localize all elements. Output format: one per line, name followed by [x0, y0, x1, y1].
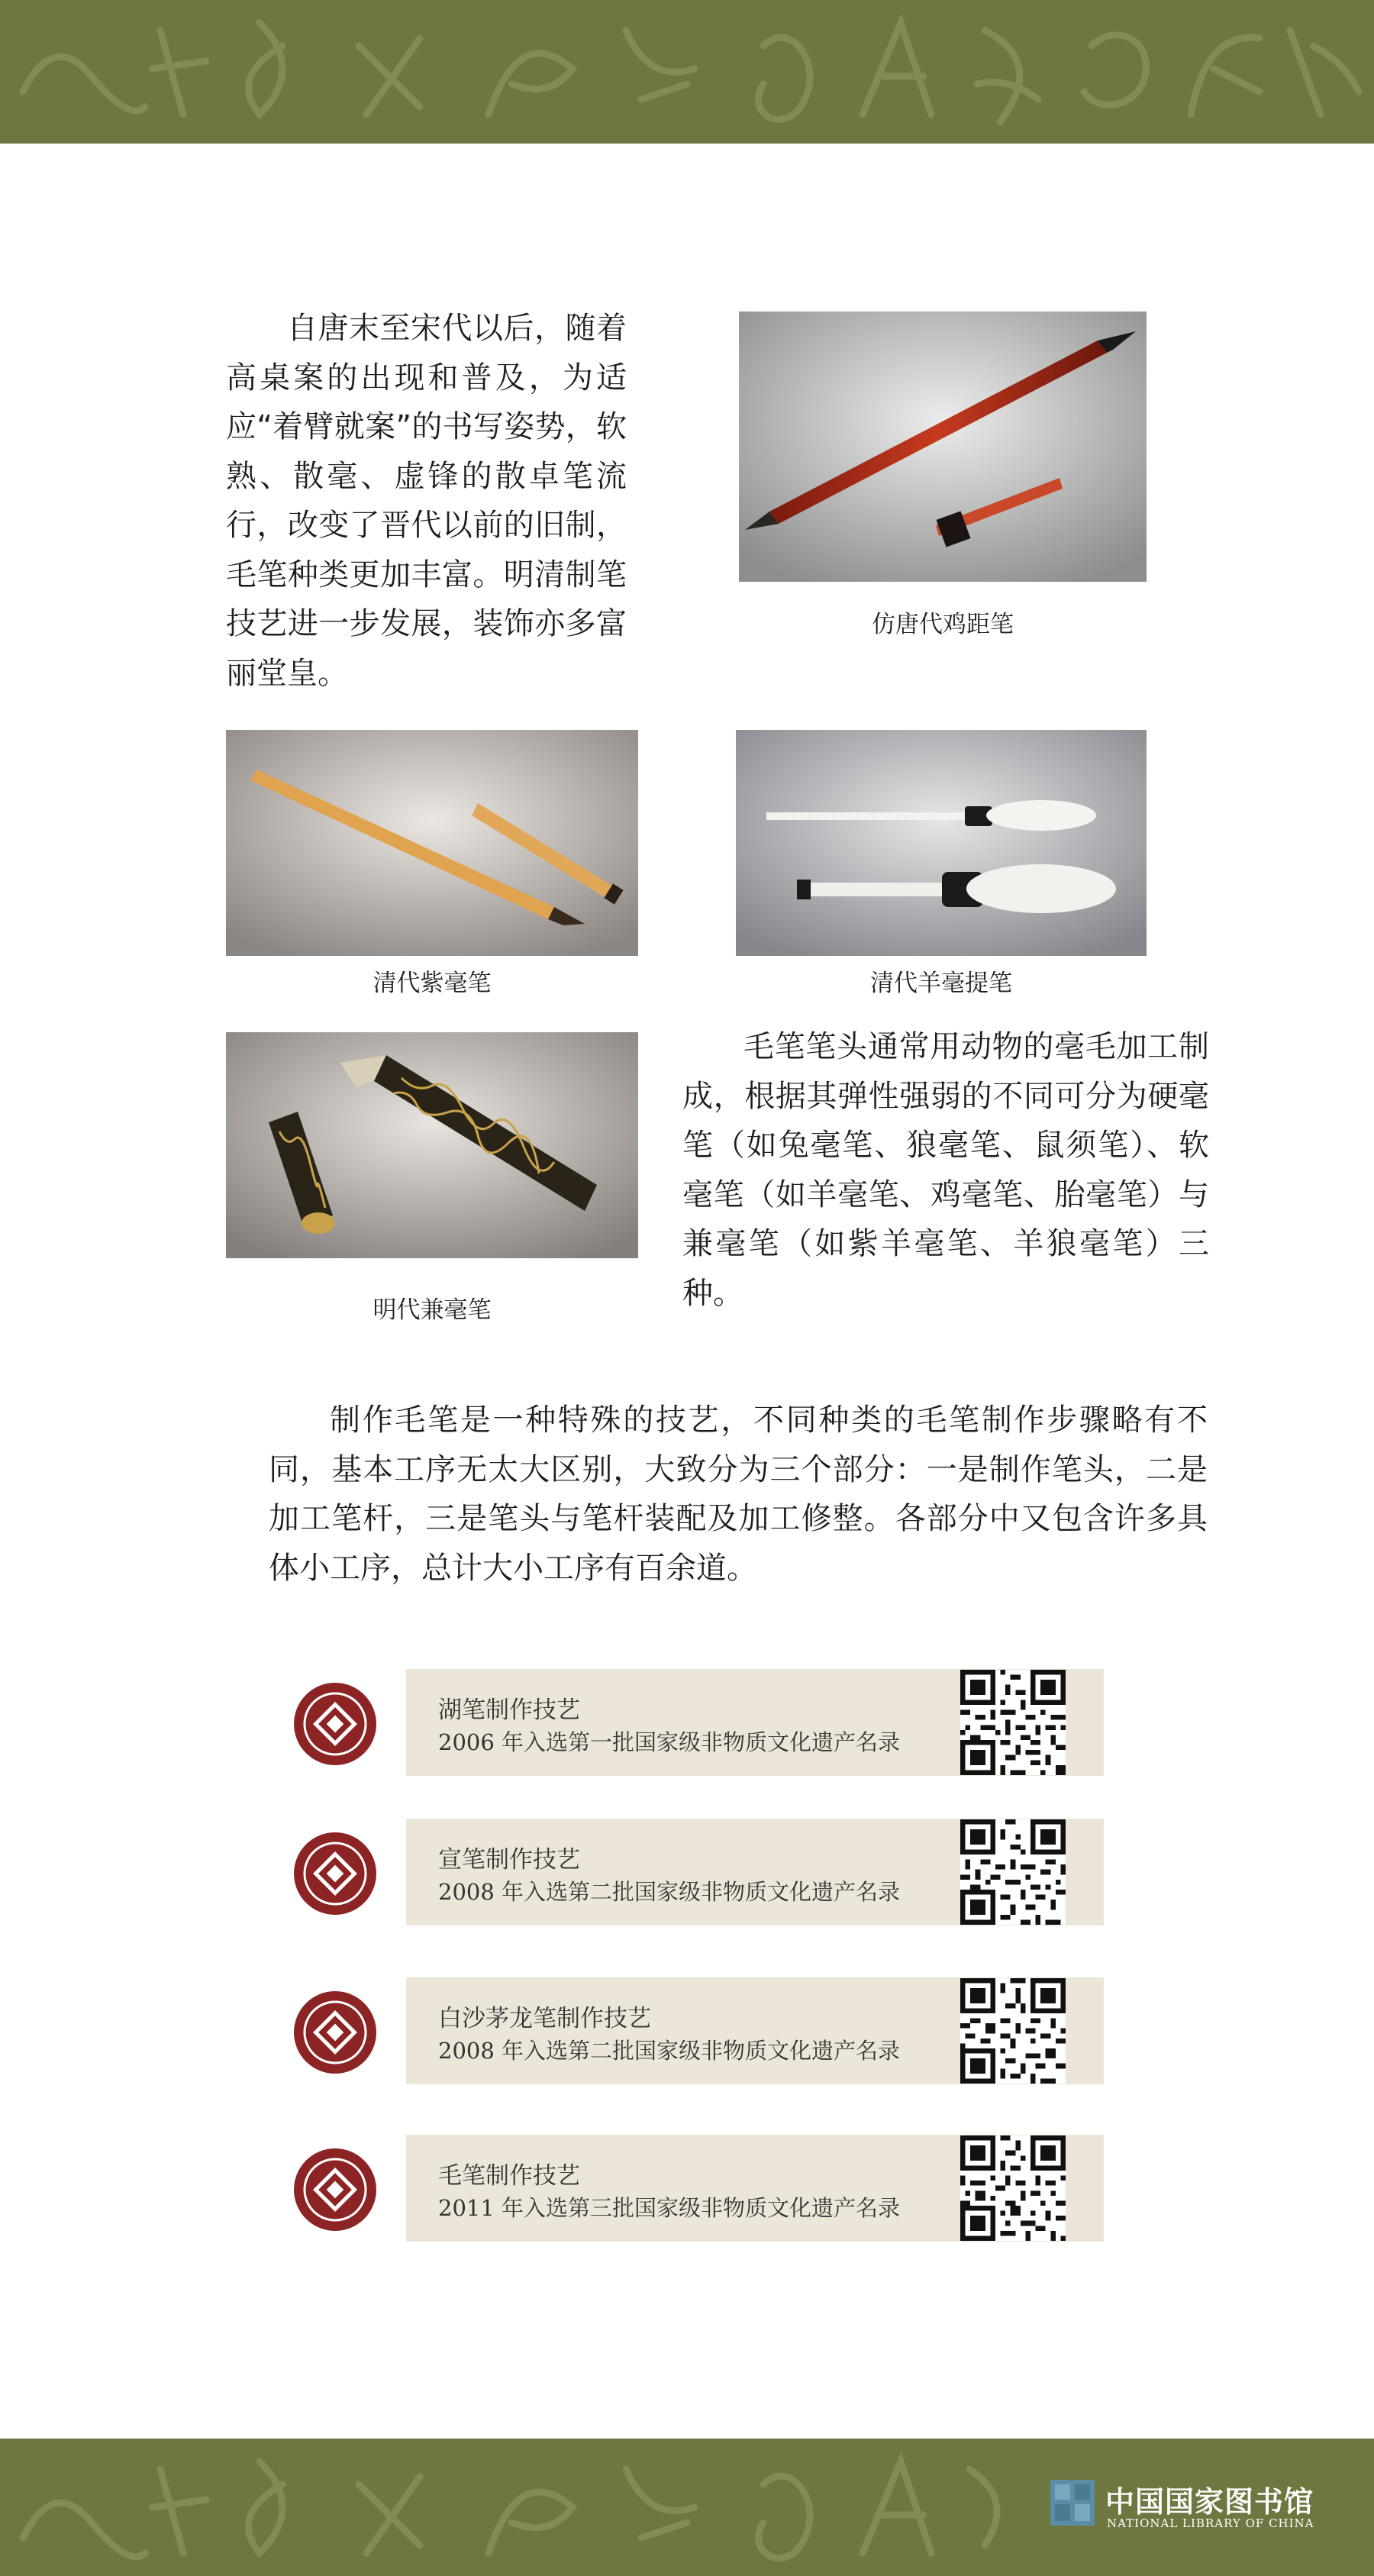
heritage-card: [406, 1977, 1104, 2084]
heritage-note: 2008 年入选第二批国家级非物质文化遗产名录: [438, 2038, 901, 2064]
caption-tang-brush: 仿唐代鸡距笔: [872, 611, 1014, 638]
heritage-card: [406, 1669, 1104, 1776]
qr-code-icon[interactable]: [960, 2135, 1066, 2241]
heritage-card: [406, 1819, 1104, 1926]
intangible-heritage-emblem-icon: [292, 1990, 378, 2075]
band-pattern: [0, 0, 1374, 144]
heritage-title: 湖笔制作技艺: [438, 1696, 580, 1724]
photo-ming-jianhao-brush: [226, 1032, 638, 1258]
library-logo-icon: [1050, 2480, 1095, 2526]
brush-types-paragraph: 毛笔笔头通常用动物的毫毛加工制成，根据其弹性强弱的不同可分为硬毫笔（如兔毫笔、狼毫笔、鼠须笔）、软毫笔（如羊毫笔、鸡毫笔、胎毫笔）与兼毫笔（如紫羊毫笔、羊狼毫笔）三种。: [682, 1029, 1209, 1311]
heritage-title: 宣笔制作技艺: [438, 1846, 580, 1874]
intro-paragraph: 自唐末至宋代以后，随着高桌案的出现和普及，为适应“着臂就案”的书写姿势，软熟、散毫、虚锋的散卓笔流行，改变了晋代以前的旧制，毛笔种类更加丰富。明清制笔技艺进一步发展，装饰亦多富丽堂皇。: [226, 311, 627, 691]
heritage-note: 2006 年入选第一批国家级非物质文化遗产名录: [438, 1729, 901, 1755]
process-paragraph: 制作毛笔是一种特殊的技艺，不同种类的毛笔制作步骤略有不同，基本工序无太大区别，大致分为三个部分：一是制作笔头，二是加工笔杆，三是笔头与笔杆装配及加工修整。各部分中又包含许多具体小工序，总计大小工序有百余道。: [269, 1403, 1208, 1586]
qr-code-icon[interactable]: [960, 1670, 1066, 1775]
caption-qing-yanghao-brush: 清代羊毫提笔: [870, 970, 1012, 997]
top-decorative-band: [0, 0, 1374, 144]
qr-code-icon[interactable]: [960, 1978, 1066, 2084]
intangible-heritage-emblem-icon: [292, 1681, 378, 1767]
library-name-en: NATIONAL LIBRARY OF CHINA: [1107, 2516, 1314, 2530]
intangible-heritage-emblem-icon: [292, 1831, 378, 1916]
caption-ming-jianhao-brush: 明代兼毫笔: [373, 1296, 492, 1324]
qr-code-icon[interactable]: [960, 1819, 1066, 1925]
photo-qing-zihao-brush: [226, 730, 638, 956]
caption-qing-zihao-brush: 清代紫毫笔: [373, 970, 492, 997]
heritage-title: 白沙茅龙笔制作技艺: [438, 2005, 651, 2032]
library-name-cn: 中国国家图书馆: [1105, 2484, 1314, 2519]
heritage-title: 毛笔制作技艺: [438, 2162, 580, 2190]
heritage-card: [406, 2135, 1104, 2242]
heritage-note: 2011 年入选第三批国家级非物质文化遗产名录: [438, 2195, 901, 2221]
heritage-note: 2008 年入选第二批国家级非物质文化遗产名录: [438, 1879, 901, 1905]
photo-tang-brush: [739, 312, 1147, 582]
photo-qing-yanghao-brush: [736, 730, 1147, 956]
intangible-heritage-emblem-icon: [292, 2147, 378, 2232]
